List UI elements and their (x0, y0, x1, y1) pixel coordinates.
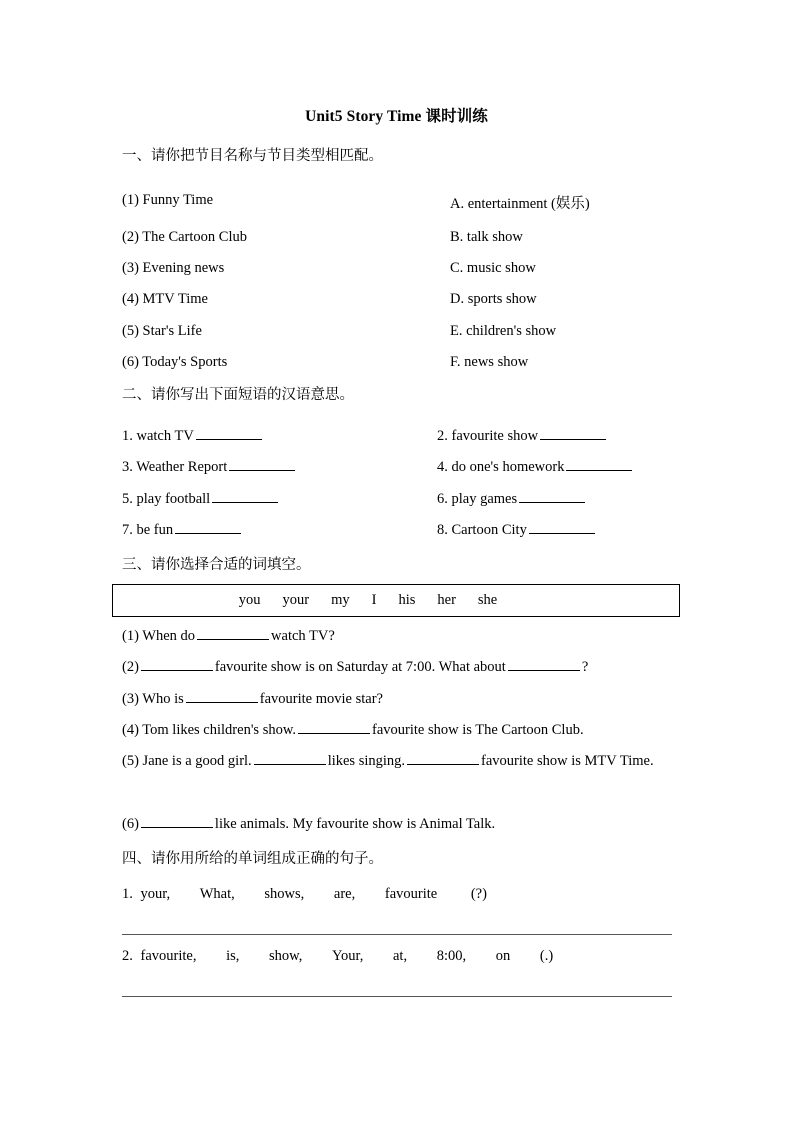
reorder-answer-line-2[interactable] (122, 996, 672, 997)
reorder-sentence-2-word-4: Your, (331, 948, 364, 964)
fill-question-5-number: (5) (122, 753, 139, 769)
fill-question-2-blank-2[interactable] (508, 656, 580, 671)
fill-question-6-number: (6) (122, 815, 139, 832)
phrase-item-2-blank[interactable] (540, 425, 606, 440)
reorder-sentence-1-word-2: What, (199, 886, 235, 902)
phrase-item-1-blank[interactable] (196, 425, 262, 440)
match-right-item-f: F. news show (450, 354, 529, 370)
reorder-sentence-2-word-7: on (495, 948, 511, 964)
fill-question-2 (122, 656, 588, 676)
fill-question-3-part-1: Who is (142, 690, 184, 707)
fill-question-5-part-2: likes singing. (327, 753, 406, 769)
fill-question-4-part-1: Tom likes children's show. (142, 721, 296, 738)
fill-question-4-part-2: favourite show is The Cartoon Club. (372, 721, 584, 738)
phrase-item-6-text: 6. play games (437, 490, 518, 507)
reorder-sentence-1 (122, 886, 487, 903)
reorder-sentence-2-word-6: 8:00, (436, 948, 467, 964)
reorder-sentence-2 (122, 948, 553, 965)
word-bank-word-i[interactable]: I (371, 592, 377, 608)
word-bank-word-you[interactable]: you (238, 592, 261, 608)
fill-question-6-blank[interactable] (141, 813, 213, 828)
phrase-item-2 (437, 425, 608, 445)
reorder-sentence-1-word-1: your, (140, 886, 171, 902)
match-left-item-1: (1) Funny Time (122, 192, 214, 208)
phrase-item-4-text: 4. do one's homework (437, 458, 565, 475)
phrase-item-8-text: 8. Cartoon City (437, 521, 527, 538)
reorder-answer-line-1[interactable] (122, 934, 672, 935)
reorder-sentence-1-word-5: favourite (384, 886, 438, 902)
phrase-item-4 (437, 456, 634, 476)
fill-question-1-part-2: watch TV? (271, 627, 335, 644)
fill-question-1 (122, 625, 335, 645)
word-bank-word-she[interactable]: she (477, 592, 498, 608)
fill-question-3-blank[interactable] (186, 688, 258, 703)
match-right-item-c: C. music show (450, 260, 536, 276)
phrase-item-3-blank[interactable] (229, 456, 295, 471)
fill-question-3-number: (3) (122, 690, 139, 707)
fill-question-3 (122, 688, 383, 708)
match-right-item-a: A. entertainment (娱乐) (450, 196, 590, 212)
phrase-item-1 (122, 425, 264, 445)
phrase-item-6 (437, 488, 587, 508)
reorder-sentence-1-word-3: shows, (264, 886, 305, 902)
phrase-item-5-text: 5. play football (122, 490, 211, 507)
reorder-sentence-2-word-5: at, (392, 948, 408, 964)
phrase-item-7 (122, 519, 243, 539)
match-left-item-2: (2) The Cartoon Club (122, 229, 247, 245)
fill-question-5-blank-1[interactable] (254, 750, 326, 765)
fill-question-3-part-2: favourite movie star? (259, 690, 383, 707)
reorder-sentence-2-word-2: is, (226, 948, 240, 964)
fill-question-1-blank[interactable] (197, 625, 269, 640)
fill-question-1-number: (1) (122, 627, 139, 644)
fill-question-6-part-2: like animals. My favourite show is Animal Talk. (214, 815, 496, 832)
fill-question-2-number: (2) (122, 658, 139, 675)
reorder-sentence-1-word-6: (?) (470, 886, 487, 902)
fill-question-2-part-2: favourite show is on Saturday at 7:00. What about (214, 658, 506, 675)
fill-question-4 (122, 719, 584, 739)
fill-question-6 (122, 813, 495, 833)
fill-question-5-blank-2[interactable] (407, 750, 479, 765)
phrase-item-5 (122, 488, 280, 508)
word-bank-word-my[interactable]: my (331, 592, 350, 608)
phrase-item-7-blank[interactable] (175, 519, 241, 534)
reorder-sentence-2-label: 2. (122, 948, 133, 964)
section-2-heading: 二、请你写出下面短语的汉语意思。 (122, 387, 354, 403)
fill-question-4-blank[interactable] (298, 719, 370, 734)
word-bank-word-her[interactable]: her (437, 592, 456, 608)
reorder-sentence-1-label: 1. (122, 886, 133, 902)
page-title: Unit5 Story Time 课时训练 (305, 108, 488, 125)
phrase-item-3-text: 3. Weather Report (122, 458, 228, 475)
section-4-heading: 四、请你用所给的单词组成正确的句子。 (122, 851, 383, 867)
reorder-sentence-2-word-3: show, (269, 948, 303, 964)
reorder-sentence-1-word-4: are, (333, 886, 356, 902)
phrase-item-8 (437, 519, 597, 539)
phrase-item-1-text: 1. watch TV (122, 427, 194, 444)
phrase-item-7-text: 7. be fun (122, 521, 174, 538)
match-right-item-d: D. sports show (450, 291, 537, 307)
fill-question-2-blank-1[interactable] (141, 656, 213, 671)
word-bank-box (112, 584, 680, 617)
reorder-sentence-2-word-8: (.) (539, 948, 554, 964)
match-right-item-e: E. children's show (450, 323, 557, 339)
reorder-sentence-2-word-1: favourite, (140, 948, 197, 964)
section-1-heading: 一、请你把节目名称与节目类型相匹配。 (122, 148, 383, 164)
section-3-heading: 三、请你选择合适的词填空。 (122, 557, 311, 573)
phrase-item-4-blank[interactable] (566, 456, 632, 471)
word-bank-word-your[interactable]: your (282, 592, 310, 608)
match-left-item-4: (4) MTV Time (122, 291, 208, 307)
phrase-item-2-text: 2. favourite show (437, 427, 539, 444)
fill-question-2-part-3: ? (581, 658, 589, 675)
match-left-item-6: (6) Today's Sports (122, 354, 228, 370)
phrase-item-6-blank[interactable] (519, 488, 585, 503)
fill-question-5-part-3: favourite show is MTV Time. (481, 753, 654, 769)
fill-question-5-part-1: Jane is a good girl. (142, 753, 252, 769)
match-left-item-5: (5) Star's Life (122, 323, 202, 339)
phrase-item-3 (122, 456, 297, 476)
word-bank-words (228, 592, 565, 609)
match-right-item-b: B. talk show (450, 229, 523, 245)
fill-question-5 (122, 746, 674, 777)
match-left-item-3: (3) Evening news (122, 260, 225, 276)
fill-question-1-part-1: When do (142, 627, 196, 644)
phrase-item-8-blank[interactable] (529, 519, 595, 534)
fill-question-4-number: (4) (122, 721, 139, 738)
phrase-item-5-blank[interactable] (212, 488, 278, 503)
word-bank-word-his[interactable]: his (398, 592, 416, 608)
